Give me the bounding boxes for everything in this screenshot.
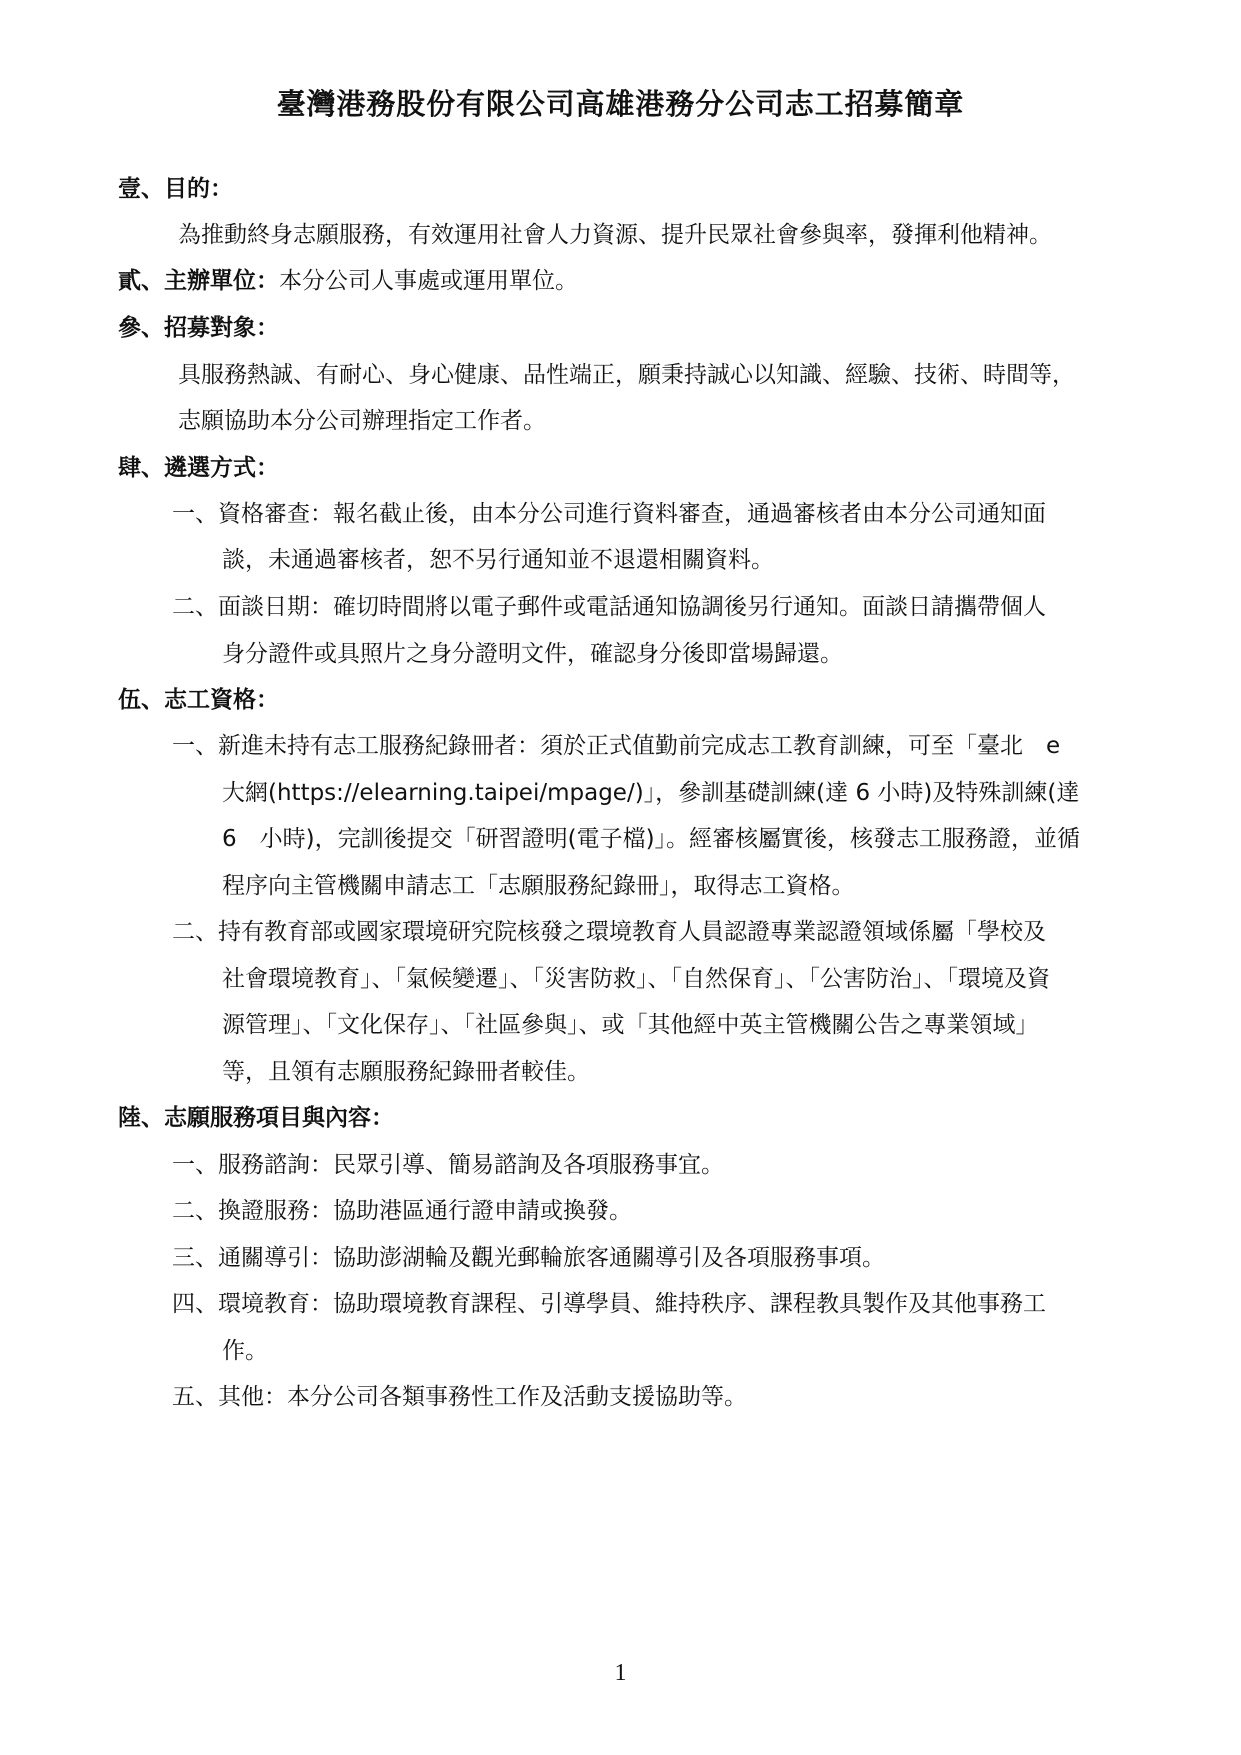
- qualification-item-2-line-2: 社會環境教育」、「氣候變遷」、「災害防救」、「自然保育」、「公害防治」、「環境及資: [222, 966, 1050, 992]
- page-number: 1: [614, 1660, 627, 1686]
- section-organizer-body: 本分公司人事處或運用單位。: [279, 268, 578, 294]
- service-item-2: 二、換證服務：協助港區通行證申請或換發。: [172, 1198, 632, 1224]
- qualification-item-1-line-3: 6 小時)，完訓後提交「研習證明(電子檔)」。經審核屬實後，核發志工服務證，並循: [222, 826, 1081, 852]
- section-organizer: [118, 264, 578, 298]
- section-qualification-heading: 伍、志工資格：: [118, 687, 279, 713]
- section-target-heading: 參、招募對象：: [118, 315, 279, 341]
- qualification-item-2-line-4: 等，且領有志願服務紀錄冊者較佳。: [222, 1059, 590, 1085]
- qualification-item-1-line-2: 大網(https://elearning.taipei/mpage/)」，參訓基礎訓練(達 6 小時)及特殊訓練(達: [222, 780, 1080, 806]
- service-item-4-line-2: 作。: [222, 1338, 268, 1364]
- qualification-item-2-line-3: 源管理」、「文化保存」、「社區參與」、或「其他經中英主管機關公告之專業領域」: [222, 1012, 1039, 1038]
- section-target-line-1: 具服務熱誠、有耐心、身心健康、品性端正，願秉持誠心以知識、經驗、技術、時間等，: [178, 362, 1075, 388]
- qualification-item-1-line-4: 程序向主管機關申請志工「志願服務紀錄冊」，取得志工資格。: [222, 873, 855, 899]
- service-item-5: 五、其他：本分公司各類事務性工作及活動支援協助等。: [172, 1384, 747, 1410]
- selection-item-2-line-2: 身分證件或具照片之身分證明文件，確認身分後即當場歸還。: [222, 641, 843, 667]
- qualification-item-1-line-1: 一、新進未持有志工服務紀錄冊者：須於正式值勤前完成志工教育訓練，可至「臺北 e: [172, 733, 1061, 759]
- service-item-4-line-1: 四、環境教育：協助環境教育課程、引導學員、維持秩序、課程教具製作及其他事務工: [172, 1291, 1046, 1317]
- service-item-1: 一、服務諮詢：民眾引導、簡易諮詢及各項服務事宜。: [172, 1152, 724, 1178]
- section-service-heading: 陸、志願服務項目與內容：: [118, 1105, 394, 1131]
- service-item-3: 三、通關導引：協助澎湖輪及觀光郵輪旅客通關導引及各項服務事項。: [172, 1245, 885, 1271]
- section-selection-heading: 肆、遴選方式：: [118, 455, 279, 481]
- qualification-item-2-line-1: 二、持有教育部或國家環境研究院核發之環境教育人員認證專業認證領域係屬「學校及: [172, 919, 1046, 945]
- document-title: 臺灣港務股份有限公司高雄港務分公司志工招募簡章: [276, 87, 965, 121]
- selection-item-1-line-1: 一、資格審查：報名截止後，由本分公司進行資料審查，通過審核者由本分公司通知面: [172, 501, 1046, 527]
- section-purpose-body: 為推動終身志願服務，有效運用社會人力資源、提升民眾社會參與率，發揮利他精神。: [178, 222, 1052, 248]
- selection-item-1-line-2: 談，未通過審核者，恕不另行通知並不退還相關資料。: [222, 547, 774, 573]
- section-purpose-heading: 壹、目的：: [118, 176, 233, 202]
- section-target-line-2: 志願協助本分公司辦理指定工作者。: [178, 408, 546, 434]
- selection-item-2-line-1: 二、面談日期：確切時間將以電子郵件或電話通知協調後另行通知。面談日請攜帶個人: [172, 594, 1046, 620]
- section-organizer-heading: 貳、主辦單位：: [118, 268, 279, 294]
